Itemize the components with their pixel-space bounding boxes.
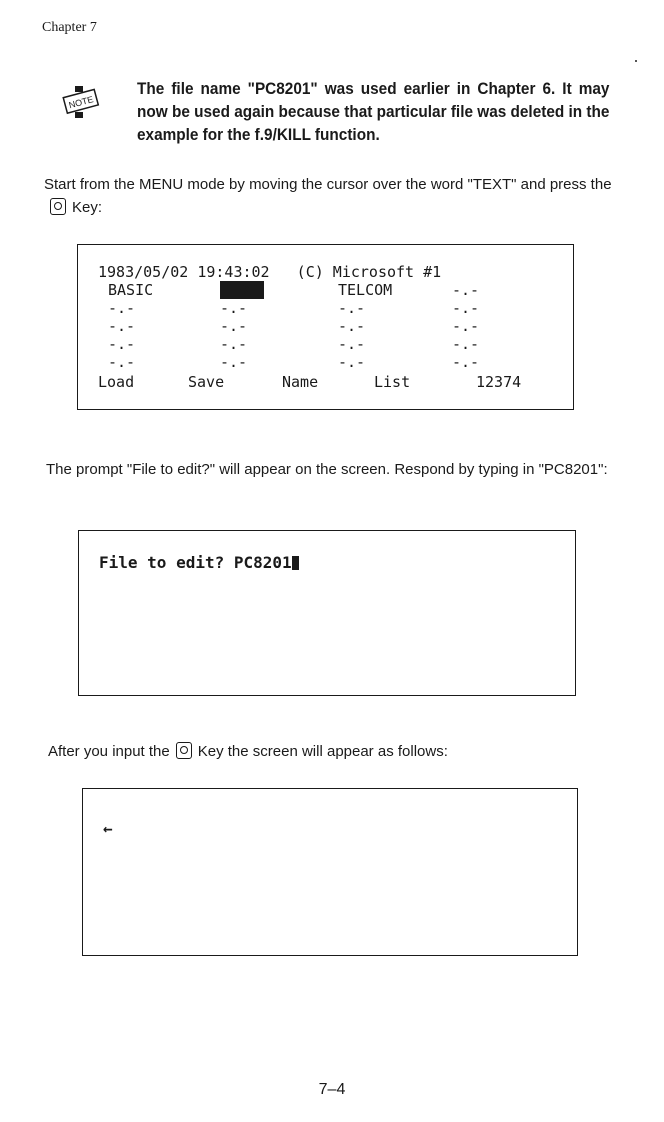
menu-slot[interactable]: -.-	[108, 317, 136, 335]
menu-slot[interactable]: -.-	[452, 317, 480, 335]
para1-text: Start from the MENU mode by moving the cursor over the word "TEXT" and press the	[44, 176, 612, 193]
text-cursor	[292, 556, 299, 570]
note-text: The file name "PC8201" was used earlier in Chapter 6. It may now be used again because that particular file was deleted in the example for the f.9/KILL function.	[137, 80, 610, 144]
chapter-header: Chapter 7	[42, 20, 97, 35]
instruction-paragraph-2: The prompt "File to edit?" will appear on the screen. Respond by typing in "PC8201":	[46, 461, 608, 478]
fkey-load[interactable]: Load	[98, 373, 135, 391]
menu-slot[interactable]: -.-	[452, 299, 480, 317]
menu-slot[interactable]: -.-	[220, 335, 248, 353]
menu-slot[interactable]: -.-	[108, 335, 136, 353]
menu-screen	[77, 244, 574, 410]
free-bytes: 12374	[476, 373, 522, 391]
para1-after-key: Key:	[72, 199, 103, 216]
file-prompt-line	[99, 553, 299, 572]
para3-text: After you input the	[48, 743, 170, 760]
menu-slot[interactable]: -.-	[338, 353, 366, 371]
fkey-name[interactable]: Name	[282, 373, 319, 391]
menu-slot[interactable]: -.-	[338, 335, 366, 353]
file-prompt-screen	[78, 530, 576, 696]
note-icon	[62, 84, 102, 120]
menu-slot[interactable]: -.-	[108, 299, 136, 317]
menu-slot[interactable]: -.-	[452, 353, 480, 371]
page-speck	[635, 60, 637, 62]
para3-after-key: Key the screen will appear as follows:	[197, 743, 448, 760]
end-of-file-marker: ←	[103, 819, 113, 838]
instruction-paragraph-3	[48, 740, 618, 763]
return-key-icon	[50, 198, 66, 215]
file-prompt-text: File to edit? PC8201	[99, 553, 292, 572]
menu-slot[interactable]: -.-	[338, 317, 366, 335]
menu-slot[interactable]: -.-	[338, 299, 366, 317]
menu-item-telcom[interactable]: TELCOM	[338, 281, 393, 299]
menu-slot[interactable]: -.-	[108, 353, 136, 371]
page-number: 7–4	[318, 1081, 346, 1098]
fkey-save[interactable]: Save	[188, 373, 225, 391]
return-key-icon	[176, 742, 192, 759]
instruction-paragraph-1	[44, 173, 616, 219]
fkey-list[interactable]: List	[374, 373, 411, 391]
menu-slot[interactable]: -.-	[220, 353, 248, 371]
menu-datetime-line: 1983/05/02 19:43:02 (C) Microsoft #1	[98, 263, 442, 281]
menu-slot[interactable]: -.-	[452, 335, 480, 353]
menu-item-basic[interactable]: BASIC	[108, 281, 154, 299]
menu-slot[interactable]: -.-	[220, 299, 248, 317]
edit-screen	[82, 788, 578, 956]
menu-item-empty[interactable]: -.-	[452, 281, 480, 299]
note-icon-label: NOTE	[67, 94, 95, 111]
menu-item-text-selected[interactable]: TEXT	[220, 281, 264, 299]
menu-slot[interactable]: -.-	[220, 317, 248, 335]
